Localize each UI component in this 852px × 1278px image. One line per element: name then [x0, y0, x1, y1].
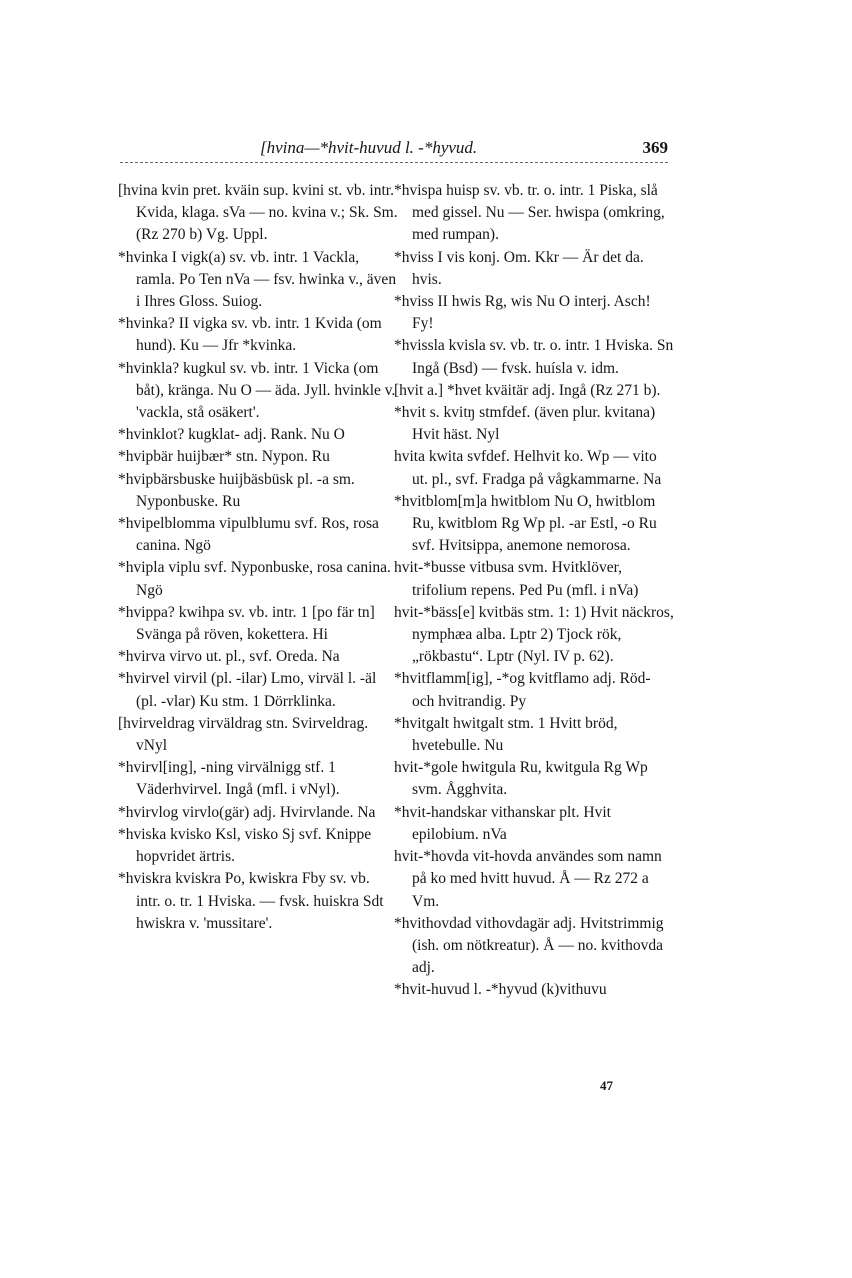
running-head: [hvina—*hvit-huvud l. -*hyvud. — [260, 138, 478, 157]
signature-mark: 47 — [600, 1078, 613, 1093]
entry: *hvirva virvo ut. pl., svf. Oreda. Na — [118, 648, 340, 666]
entry: *hvithovdad vithovdagär adj. Hvitstrimmig (ish. om nötkreatur). Å — no. kvithovda adj. — [394, 914, 664, 977]
entry: [hvina kvin pret. kväin sup. kvini st. vb. intr. Kvida, klaga. sVa — no. kvina v.; Sk. Sm. (Rz 270 b) Vg. Uppl. — [118, 182, 398, 244]
page-number: 369 — [642, 138, 668, 157]
entry: hvit-*bäss[e] kvitbäs stm. 1: 1) Hvit näckros, nymphæa alba. Lptr 2) Tjock rök, „rökbastu“. Lptr (Nyl. IV p. 62). — [394, 603, 674, 666]
entry: *hvinkla? kugkul sv. vb. intr. 1 Vicka (om båt), kränga. Nu O — äda. Jyll. hvinkle v. 'vackla, stå osäkert'. — [118, 359, 396, 422]
entry: *hvitflamm[ig], -*og kvitflamo adj. Röd- och hvitrandig. Py — [394, 670, 651, 710]
entry: hvit-*hovda vit-hovda användes som namn på ko med hvitt huvud. Å — Rz 272 a Vm. — [394, 848, 662, 910]
entry: *hviskra kviskra Po, kwiskra Fby sv. vb. intr. o. tr. 1 Hviska. — fvsk. huiskra Sdt hwiskra v. 'mussitare'. — [118, 870, 384, 932]
entry: *hvispa huisp sv. vb. tr. o. intr. 1 Piska, slå med gissel. Nu — Ser. hwispa (omkring, med rumpan). — [394, 182, 665, 244]
entry: *hvit-handskar vithanskar plt. Hvit epilobium. nVa — [394, 803, 611, 843]
entry: *hvinka I vigk(a) sv. vb. intr. 1 Vackla, ramla. Po Ten nVa — fsv. hwinka v., även i Ihres Gloss. Suiog. — [118, 248, 397, 311]
right-column — [394, 180, 674, 1002]
entry: *hviska kvisko Ksl, visko Sj svf. Knippe hopvridet ärtris. — [118, 825, 372, 866]
entry: *hvirvlog virvlo(gär) adj. Hvirvlande. Na — [118, 803, 376, 821]
entry: *hvissla kvisla sv. vb. tr. o. intr. 1 Hviska. Sn Ingå (Bsd) — fvsk. huísla v. idm. — [394, 337, 674, 377]
entry: *hvirvel virvil (pl. -ilar) Lmo, virväl l. -äl (pl. -vlar) Ku stm. 1 Dörrklinka. — [118, 670, 377, 710]
entry: *hvinka? II vigka sv. vb. intr. 1 Kvida (om hund). Ku — Jfr *kvinka. — [118, 315, 382, 355]
left-column — [118, 180, 398, 935]
page-header — [120, 138, 668, 163]
entry: hvit-*busse vitbusa svm. Hvitklöver, trifolium repens. Ped Pu (mfl. i nVa) — [394, 559, 639, 599]
entry: *hviss II hwis Rg, wis Nu O interj. Asch! Fy! — [394, 293, 651, 333]
entry: *hvit s. kvitŋ stmfdef. (även plur. kvitana) Hvit häst. Nyl — [394, 404, 656, 444]
entry: *hvirvl[ing], -ning virvälnigg stf. 1 Väderhvirvel. Ingå (mfl. i vNyl). — [118, 759, 340, 799]
entry: *hvippa? kwihpa sv. vb. intr. 1 [po fär tn] Svänga på röven, kokettera. Hi — [118, 603, 375, 644]
entry: *hvinklot? kugklat- adj. Rank. Nu O — [118, 426, 345, 444]
entry: *hvitgalt hwitgalt stm. 1 Hvitt bröd, hvetebulle. Nu — [394, 714, 618, 755]
entry: hvita kwita svfdef. Helhvit ko. Wp — vito ut. pl., svf. Fradga på vågkammarne. Na — [394, 448, 662, 488]
entry: *hvipbär huijbær* stn. Nypon. Ru — [118, 448, 330, 466]
entry: *hvipla viplu svf. Nyponbuske, rosa canina. Ngö — [118, 559, 391, 599]
entry: [hvit a.] *hvet kväitär adj. Ingå (Rz 271 b). — [394, 381, 661, 399]
entry: *hvipelblomma vipulblumu svf. Ros, rosa canina. Ngö — [118, 515, 379, 555]
entry: *hvitblom[m]a hwitblom Nu O, hwitblom Ru, kwitblom Rg Wp pl. -ar Estl, -o Ru svf. Hvitsippa, anemone nemorosa. — [394, 492, 657, 555]
entry: *hvit-huvud l. -*hyvud (k)vithuvu — [394, 981, 607, 999]
entry: [hvirveldrag virväldrag stn. Svirveldrag. vNyl — [118, 714, 369, 755]
entry: *hvipbärsbuske huijbäsbüsk pl. -a sm. Nyponbuske. Ru — [118, 470, 355, 510]
entry: *hviss I vis konj. Om. Kkr — Är det da. hvis. — [394, 248, 644, 288]
entry: hvit-*gole hwitgula Ru, kwitgula Rg Wp svm. Ågghvita. — [394, 759, 648, 799]
